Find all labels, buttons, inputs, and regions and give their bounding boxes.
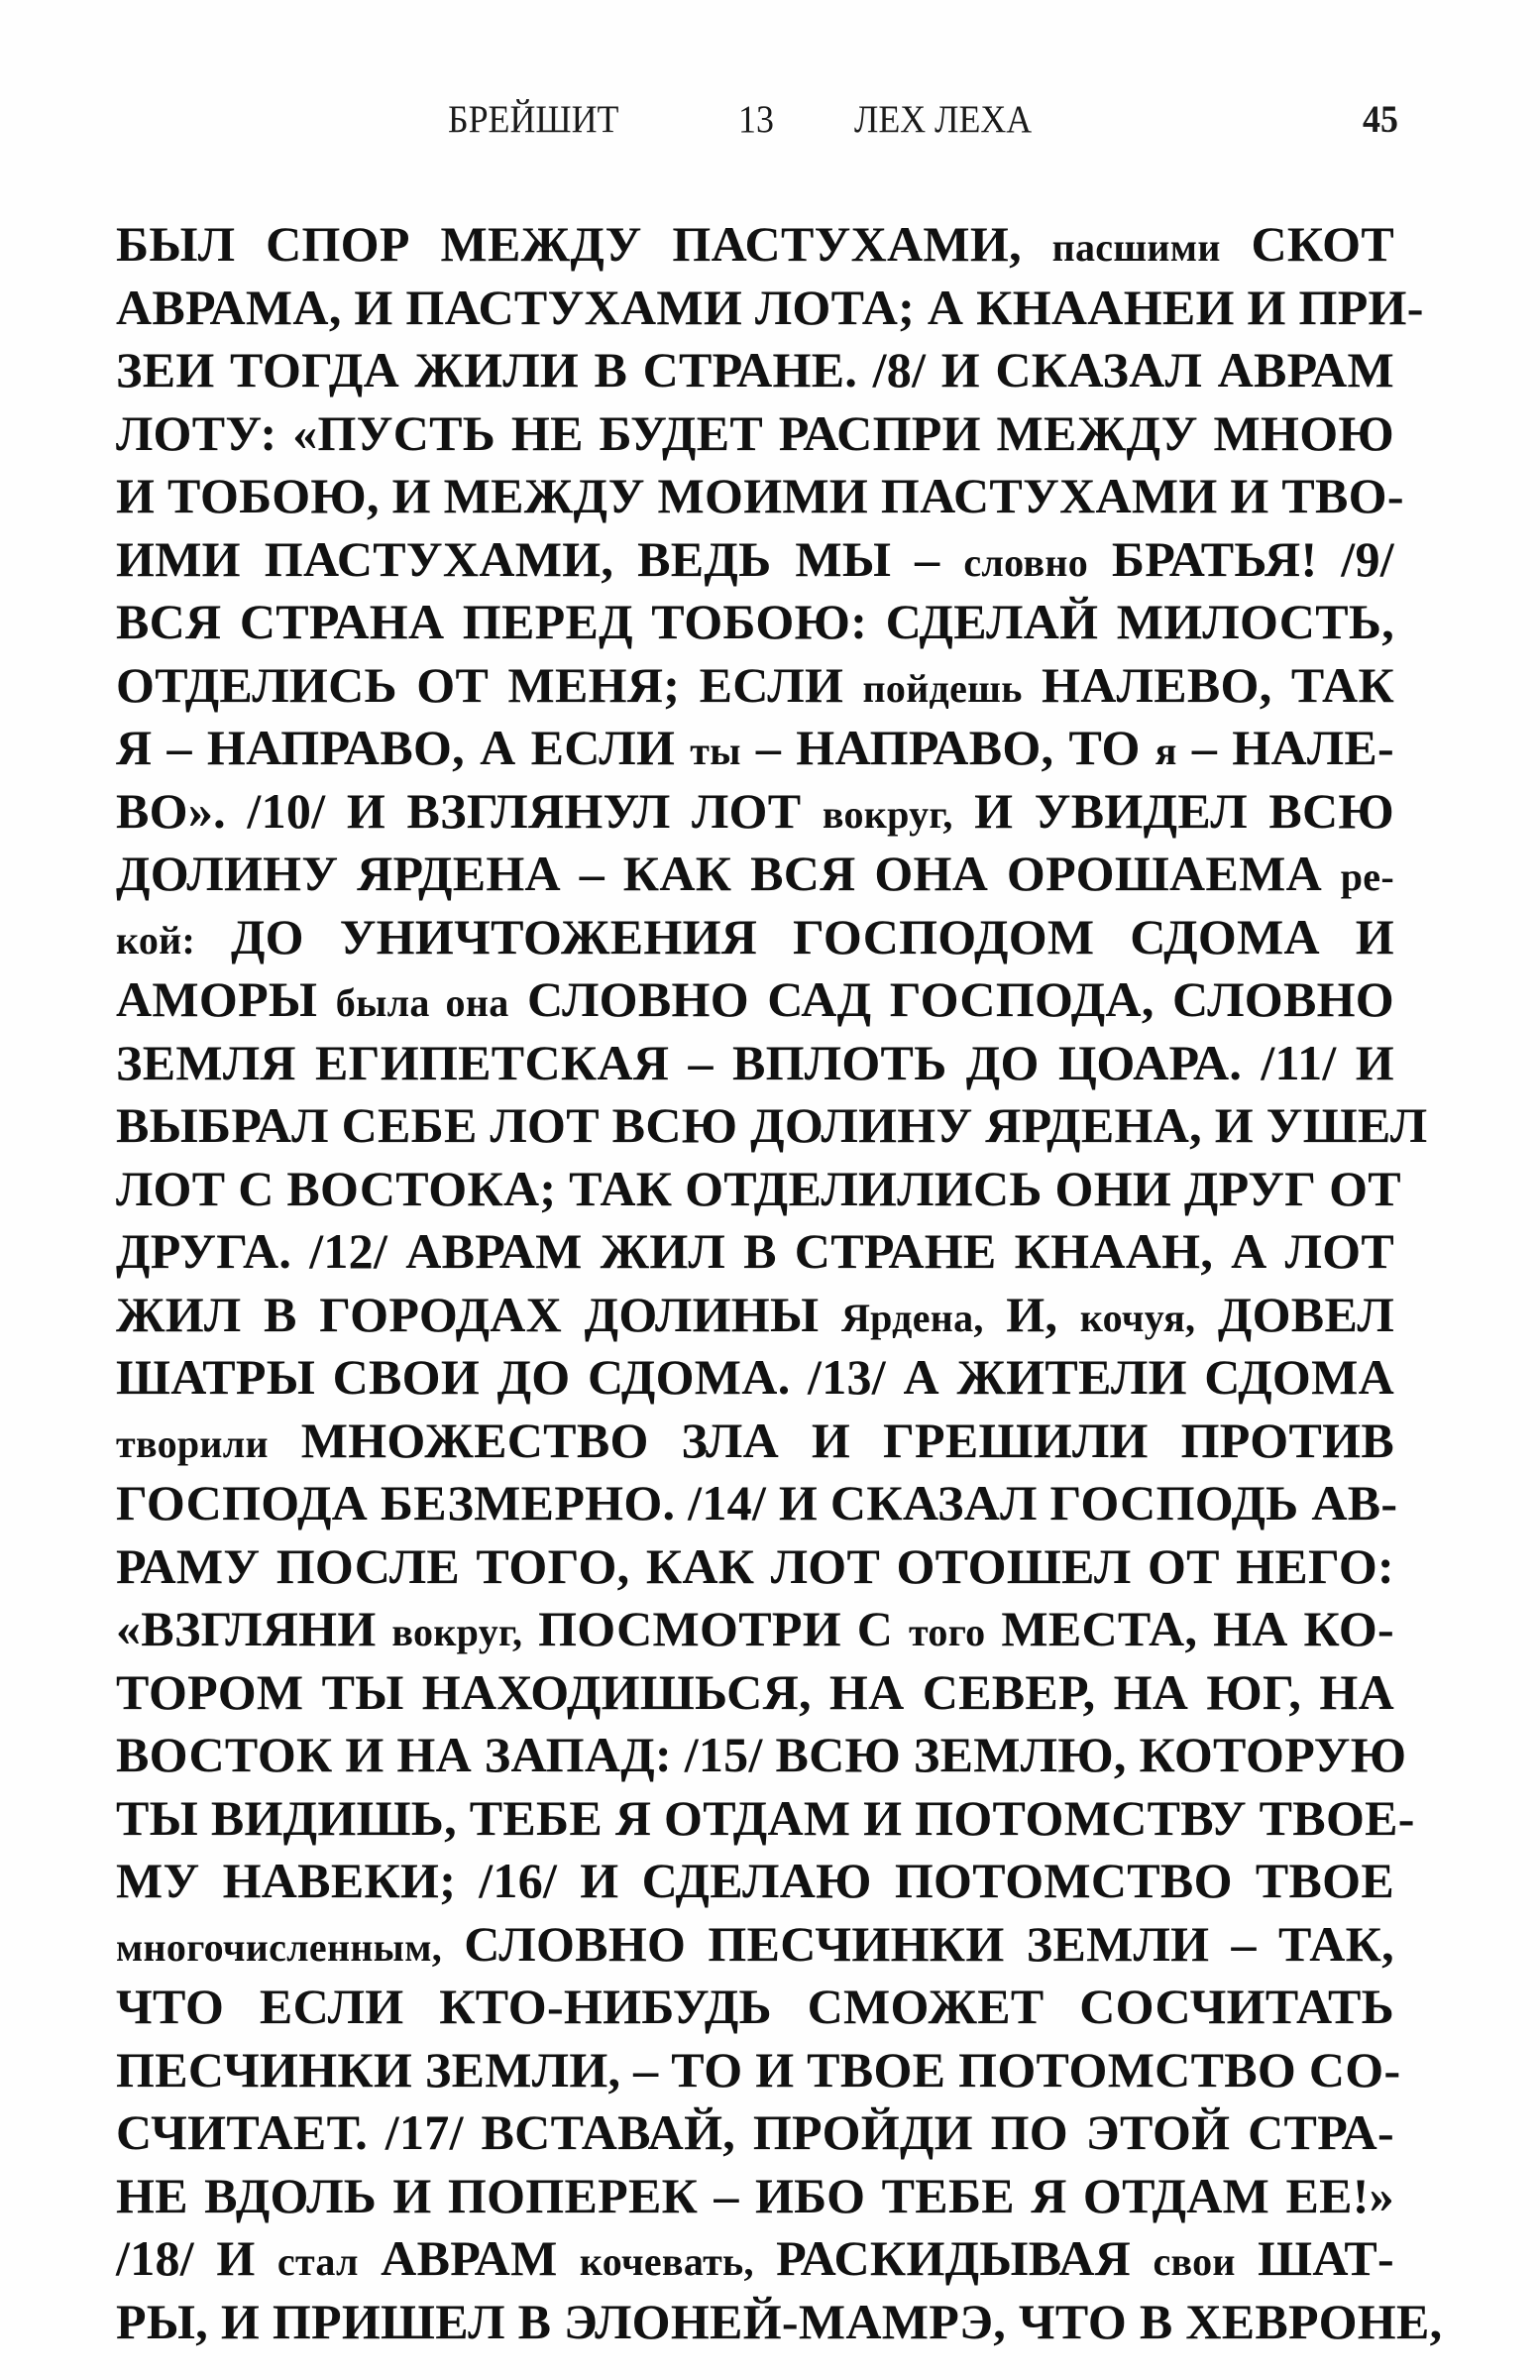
text-segment: РАСКИДЫВАЯ	[753, 2230, 1154, 2286]
text-line	[116, 213, 1394, 277]
text-segment: ДРУГА. /12/ АВРАМ ЖИЛ В СТРАНЕ КНААН, А ЛОТ	[116, 1223, 1394, 1279]
text-line	[116, 1094, 1428, 1158]
text-segment: /18/ И	[116, 2230, 277, 2286]
text-lowercase-segment: пойдешь	[862, 665, 1023, 711]
text-line	[116, 2101, 1394, 2165]
text-lowercase-segment: вокруг,	[822, 791, 953, 837]
text-line	[116, 1472, 1398, 1535]
text-line	[116, 1032, 1394, 1095]
text-line	[116, 2227, 1394, 2291]
text-line	[116, 2039, 1401, 2102]
text-line	[116, 1346, 1394, 1410]
header-chapter-number: 13	[738, 98, 774, 141]
text-segment: МЕСТА, НА КО-	[985, 1601, 1394, 1656]
text-lowercase-segment: была она	[335, 980, 509, 1025]
text-segment: МНОЖЕСТВО ЗЛА И ГРЕШИЛИ ПРОТИВ	[268, 1412, 1394, 1468]
text-segment: ВО». /10/ И ВЗГЛЯНУЛ ЛОТ	[116, 782, 823, 839]
text-segment: ДО УНИЧТОЖЕНИЯ ГОСПОДОМ СДОМА И	[195, 908, 1394, 964]
text-lowercase-segment: того	[908, 1610, 986, 1654]
text-line	[116, 968, 1394, 1032]
text-line	[116, 1913, 1394, 1977]
text-segment: БРАТЬЯ! /9/	[1088, 530, 1394, 587]
text-segment: МУ НАВЕКИ; /16/ И СДЕЛАЮ ПОТОМСТВО ТВОЕ	[116, 1853, 1394, 1908]
text-line	[116, 465, 1404, 528]
text-line	[116, 277, 1424, 340]
text-line	[116, 1724, 1407, 1787]
text-segment: ЖИЛ В ГОРОДАХ ДОЛИНЫ	[116, 1286, 841, 1342]
text-line	[116, 1976, 1394, 2039]
text-line	[116, 1158, 1401, 1221]
text-segment: ЧТО ЕСЛИ КТО-НИБУДЬ СМОЖЕТ СОСЧИТАТЬ	[116, 1979, 1394, 2034]
text-segment: И ТОБОЮ, И МЕЖДУ МОИМИ ПАСТУХАМИ И ТВО-	[116, 468, 1404, 523]
text-line	[116, 2291, 1443, 2354]
text-segment: АМОРЫ	[116, 971, 336, 1027]
text-segment: СЛОВНО САД ГОСПОДА, СЛОВНО	[508, 971, 1394, 1027]
text-segment: ТЫ ВИДИШЬ, ТЕБЕ Я ОТДАМ И ПОТОМСТВУ ТВОЕ-	[116, 1789, 1415, 1846]
text-line	[116, 339, 1394, 402]
text-segment: ТОРОМ ТЫ НАХОДИШЬСЯ, НА СЕВЕР, НА ЮГ, НА	[116, 1663, 1394, 1720]
text-segment: «ВЗГЛЯНИ	[116, 1601, 392, 1656]
text-segment: ВОСТОК И НА ЗАПАД: /15/ ВСЮ ЗЕМЛЮ, КОТОРУЮ	[116, 1727, 1407, 1782]
text-segment: ГОСПОДА БЕЗМЕРНО. /14/ И СКАЗАЛ ГОСПОДЬ АВ-	[116, 1475, 1398, 1530]
text-line	[116, 528, 1394, 592]
text-line	[116, 906, 1394, 969]
header-portion-title: ЛЕХ ЛЕХА	[854, 98, 1033, 141]
text-segment: СЧИТАЕТ. /17/ ВСТАВАЙ, ПРОЙДИ ПО ЭТОЙ СТРА-	[116, 2104, 1394, 2160]
text-lowercase-segment: свои	[1153, 2239, 1236, 2284]
text-lowercase-segment: кочуя,	[1079, 1295, 1196, 1340]
text-segment: ЛОТ С ВОСТОКА; ТАК ОТДЕЛИЛИСЬ ОНИ ДРУГ ОТ	[116, 1160, 1401, 1216]
text-segment: НЕ ВДОЛЬ И ПОПЕРЕК – ИБО ТЕБЕ Я ОТДАМ ЕЕ!»	[116, 2167, 1394, 2223]
text-segment: ИМИ ПАСТУХАМИ, ВЕДЬ МЫ –	[116, 530, 964, 587]
text-segment: ЗЕИ ТОГДА ЖИЛИ В СТРАНЕ. /8/ И СКАЗАЛ АВРАМ	[116, 342, 1394, 397]
text-segment: ДОВЕЛ	[1195, 1286, 1394, 1342]
text-segment: ШАТРЫ СВОИ ДО СДОМА. /13/ А ЖИТЕЛИ СДОМА	[116, 1349, 1394, 1405]
text-lowercase-segment: кой:	[116, 917, 196, 963]
text-segment: – НАЛЕ-	[1176, 720, 1395, 775]
text-segment: ПЕСЧИНКИ ЗЕМЛИ, – ТО И ТВОЕ ПОТОМСТВО СО-	[116, 2041, 1401, 2097]
page-number: 45	[1363, 98, 1398, 141]
text-lowercase-segment: я	[1155, 729, 1177, 773]
text-line	[116, 1535, 1394, 1599]
text-segment: РАМУ ПОСЛЕ ТОГО, КАК ЛОТ ОТОШЕЛ ОТ НЕГО:	[116, 1537, 1394, 1594]
text-lowercase-segment: ты	[690, 729, 741, 773]
text-lowercase-segment: творили	[116, 1420, 269, 1466]
text-line	[116, 1850, 1394, 1913]
text-segment: ВЫБРАЛ СЕБЕ ЛОТ ВСЮ ДОЛИНУ ЯРДЕНА, И УШЕЛ	[116, 1097, 1428, 1153]
text-line	[116, 843, 1394, 906]
text-line	[116, 654, 1394, 718]
text-segment: НАЛЕВО, ТАК	[1022, 656, 1394, 713]
text-line	[116, 1661, 1394, 1725]
text-segment: АВРАМА, И ПАСТУХАМИ ЛОТА; А КНААНЕИ И ПРИ-	[116, 279, 1424, 335]
text-segment: ВСЯ СТРАНА ПЕРЕД ТОБОЮ: СДЕЛАЙ МИЛОСТЬ,	[116, 594, 1394, 649]
text-lowercase-segment: стал	[276, 2239, 359, 2284]
text-segment: ОТДЕЛИСЬ ОТ МЕНЯ; ЕСЛИ	[116, 656, 863, 713]
text-segment: Я – НАПРАВО, А ЕСЛИ	[116, 720, 691, 775]
text-line	[116, 2165, 1394, 2228]
header-book-title: БРЕЙШИТ	[448, 98, 619, 141]
text-line	[116, 1787, 1415, 1851]
text-segment: – НАПРАВО, ТО	[740, 720, 1155, 775]
text-lowercase-segment: Ярдена,	[840, 1295, 984, 1340]
text-segment: АВРАМ	[358, 2230, 580, 2286]
text-segment: И УВИДЕЛ ВСЮ	[952, 782, 1394, 839]
text-lowercase-segment: ре-	[1340, 854, 1394, 899]
text-lowercase-segment: многочисленным,	[116, 1924, 443, 1970]
text-segment: ПОСМОТРИ С	[522, 1601, 909, 1656]
text-segment: ДОЛИНУ ЯРДЕНА – КАК ВСЯ ОНА ОРОШАЕМА	[116, 846, 1341, 901]
text-segment: БЫЛ СПОР МЕЖДУ ПАСТУХАМИ,	[116, 216, 1052, 272]
text-line	[116, 780, 1394, 844]
text-segment: СКОТ	[1220, 216, 1394, 272]
body-text	[116, 213, 1443, 2353]
text-line	[116, 1220, 1394, 1284]
text-line	[116, 1410, 1394, 1473]
text-line	[116, 1598, 1394, 1661]
text-line	[116, 402, 1394, 466]
text-lowercase-segment: вокруг,	[391, 1610, 523, 1654]
text-segment: СЛОВНО ПЕСЧИНКИ ЗЕМЛИ – ТАК,	[442, 1915, 1394, 1972]
text-line	[116, 717, 1394, 780]
text-segment: ЗЕМЛЯ ЕГИПЕТСКАЯ – ВПЛОТЬ ДО ЦОАРА. /11/ И	[116, 1034, 1394, 1090]
text-lowercase-segment: кочевать,	[579, 2239, 754, 2284]
text-segment: И,	[983, 1286, 1080, 1342]
text-lowercase-segment: словно	[963, 539, 1088, 585]
text-line	[116, 1284, 1394, 1347]
text-segment: ЛОТУ: «ПУСТЬ НЕ БУДЕТ РАСПРИ МЕЖДУ МНОЮ	[116, 404, 1394, 461]
text-lowercase-segment: пасшими	[1051, 225, 1221, 270]
text-segment: ШАТ-	[1235, 2230, 1394, 2286]
running-header	[0, 97, 1540, 157]
text-line	[116, 591, 1394, 654]
text-segment: РЫ, И ПРИШЕЛ В ЭЛОНЕЙ-МАМРЭ, ЧТО В ХЕВРОНЕ,	[116, 2293, 1443, 2349]
